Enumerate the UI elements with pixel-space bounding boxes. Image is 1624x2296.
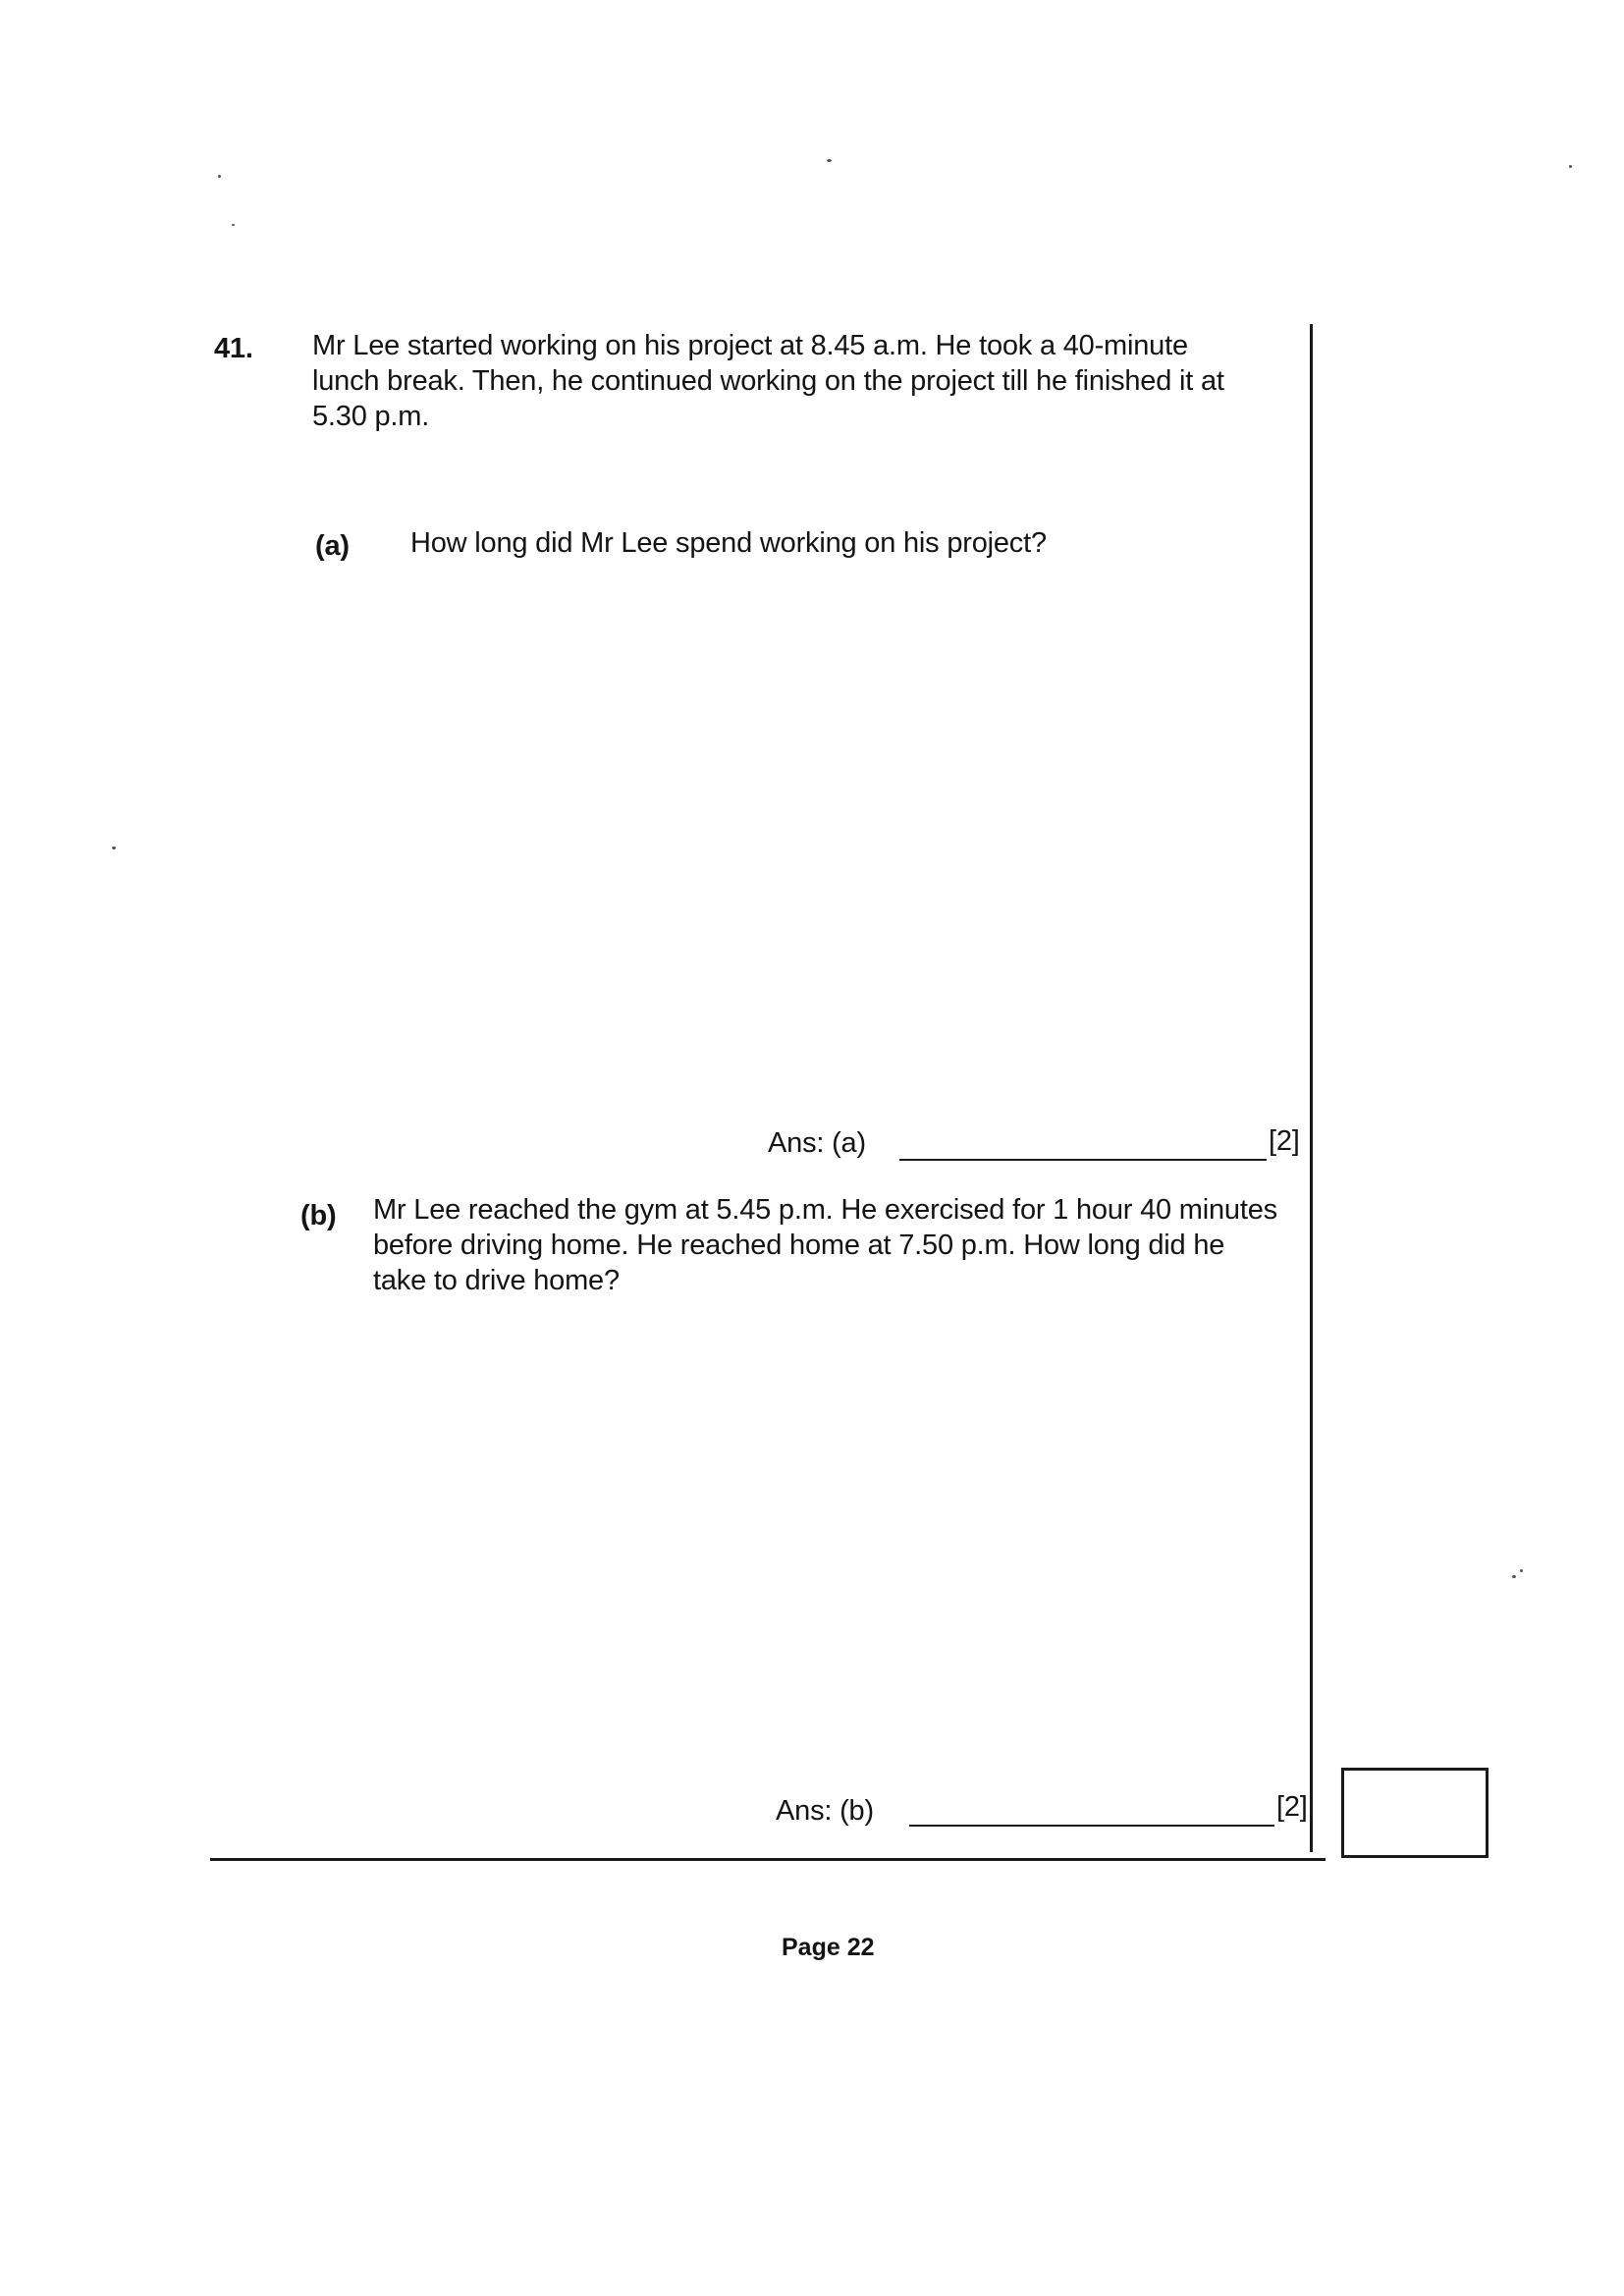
part-b-line: take to drive home? bbox=[373, 1265, 620, 1296]
part-b-label: (b) bbox=[300, 1200, 337, 1231]
question-number: 41. bbox=[214, 333, 253, 364]
part-b-marks: [2] bbox=[1276, 1791, 1308, 1823]
answer-b-line[interactable] bbox=[909, 1825, 1274, 1827]
answer-a-line[interactable] bbox=[899, 1159, 1267, 1161]
question-stem bbox=[312, 328, 1294, 434]
part-a-question: How long did Mr Lee spend working on his project? bbox=[410, 527, 1047, 559]
scan-speck bbox=[218, 175, 221, 178]
answer-a-label: Ans: (a) bbox=[768, 1127, 866, 1159]
scan-speck bbox=[827, 159, 832, 162]
margin-rule bbox=[1310, 324, 1313, 1852]
stem-line: Mr Lee started working on his project at 8.45 a.m. He took a 40-minute bbox=[312, 330, 1188, 361]
bottom-rule bbox=[210, 1858, 1326, 1861]
scan-speck bbox=[232, 224, 235, 226]
scan-speck bbox=[112, 847, 116, 849]
scan-speck bbox=[1512, 1575, 1516, 1578]
scan-speck bbox=[1520, 1569, 1523, 1572]
scan-speck bbox=[1569, 165, 1572, 168]
answer-b-label: Ans: (b) bbox=[776, 1795, 874, 1827]
part-a-marks: [2] bbox=[1269, 1125, 1300, 1157]
page-number: Page 22 bbox=[782, 1934, 875, 1961]
part-b-line: before driving home. He reached home at 7.50 p.m. How long did he bbox=[373, 1230, 1225, 1261]
stem-line: lunch break. Then, he continued working on the project till he finished it at bbox=[312, 365, 1224, 397]
part-a-label: (a) bbox=[315, 530, 350, 562]
part-b-line: Mr Lee reached the gym at 5.45 p.m. He exercised for 1 hour 40 minutes bbox=[373, 1194, 1277, 1226]
part-b-question bbox=[373, 1192, 1316, 1298]
stem-line: 5.30 p.m. bbox=[312, 401, 430, 432]
marks-box[interactable] bbox=[1341, 1768, 1489, 1858]
